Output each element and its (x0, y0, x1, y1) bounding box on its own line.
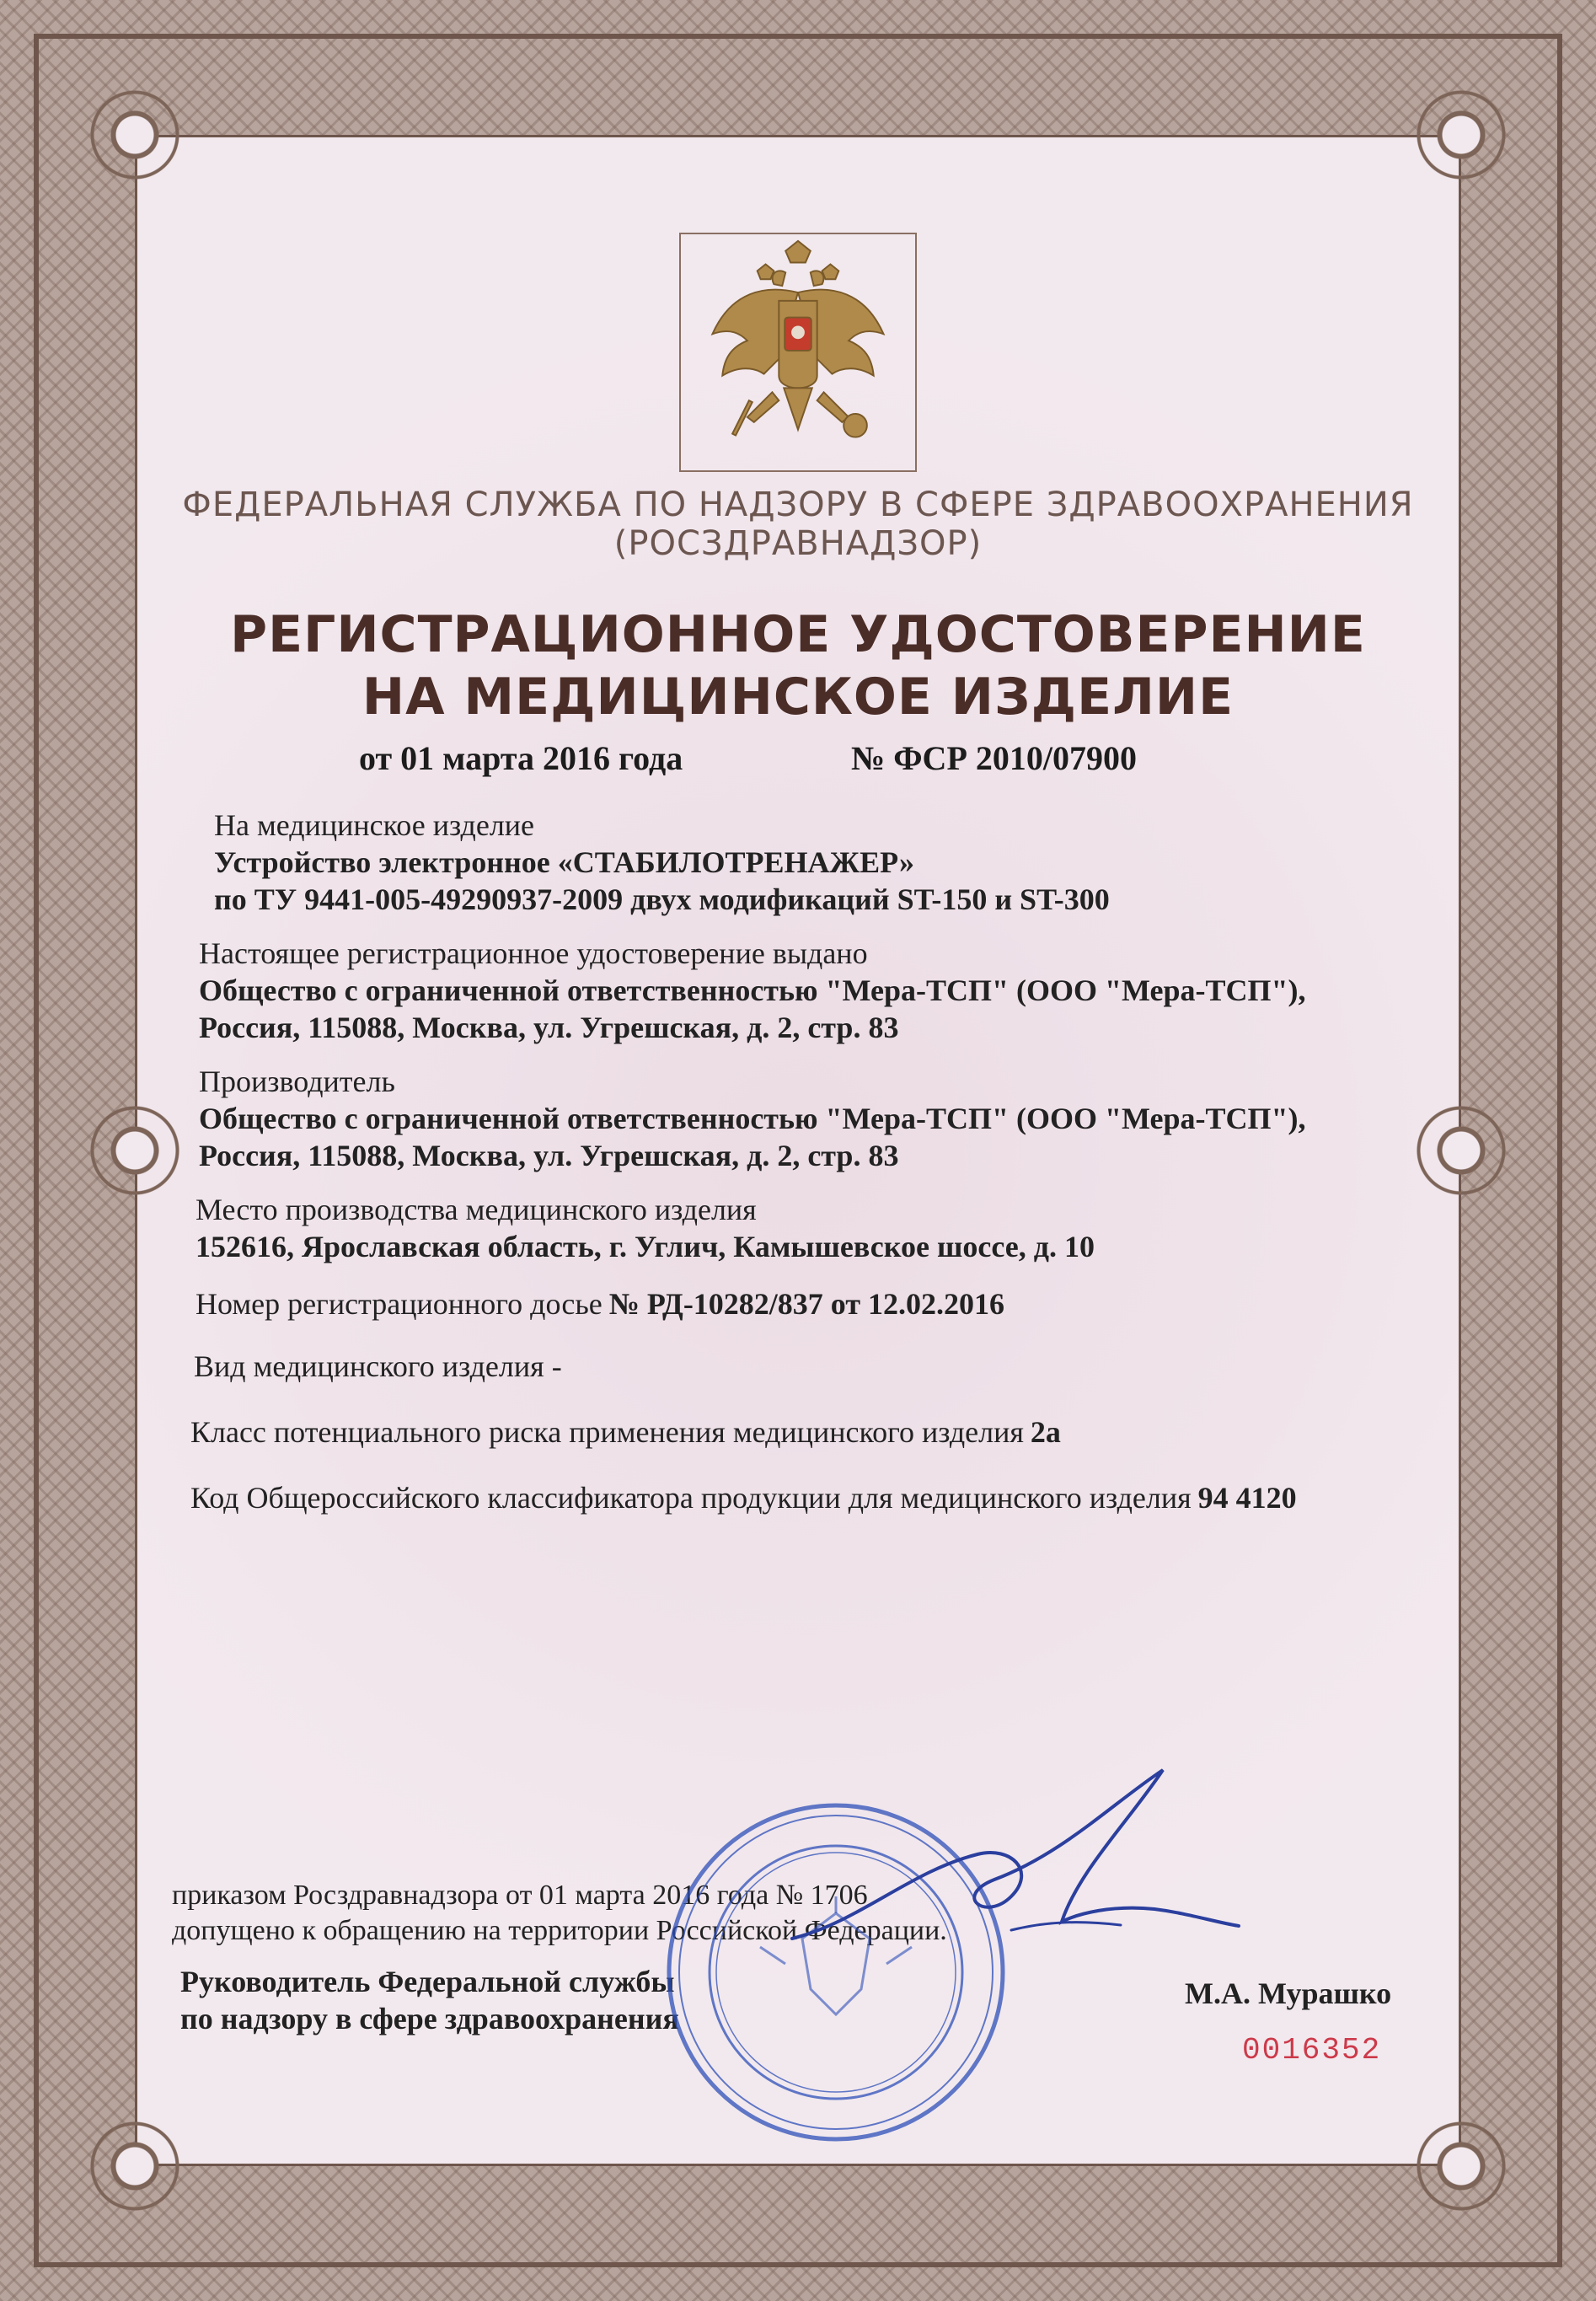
signatory-name: М.А. Мурашко (1185, 1976, 1392, 2010)
admission-line: допущено к обращению на территории Российской Федерации. (172, 1915, 947, 1946)
issued-to-address: Россия, 115088, Москва, ул. Угрешская, д. 2, стр. 83 (199, 1011, 899, 1044)
corner-ornament (76, 76, 194, 194)
corner-ornament (76, 2107, 194, 2225)
risk-class-label: Класс потенциального риска применения медицинского изделия (190, 1415, 1024, 1449)
device-label: На медицинское изделие (214, 808, 535, 842)
side-ornament (1402, 1092, 1520, 1210)
manufacturer-company: Общество с ограниченной ответственностью "Мера-ТСП" (ООО "Мера-ТСП"), (199, 1102, 1306, 1135)
corner-ornament (1402, 76, 1520, 194)
side-ornament (76, 1092, 194, 1210)
manufacturer-label: Производитель (199, 1065, 395, 1098)
agency-abbreviation: (РОСЗДРАВНАДЗОР) (613, 524, 983, 563)
device-spec: по ТУ 9441-005-49290937-2009 двух модификаций ST-150 и ST-300 (214, 882, 1110, 916)
dossier-number: № РД-10282/837 от 12.02.2016 (608, 1287, 1005, 1321)
order-line: приказом Росздравнадзора от 01 марта 2016 года № 1706 (172, 1880, 868, 1911)
handwritten-signature (758, 1753, 1264, 1989)
issue-date: от 01 марта 2016 года (359, 739, 683, 777)
okp-code-row (190, 1480, 1297, 1515)
signatory-title-2: по надзору в сфере здравоохранения (180, 2002, 679, 2036)
issued-to-company: Общество с ограниченной ответственностью "Мера-ТСП" (ООО "Мера-ТСП"), (199, 974, 1306, 1007)
risk-class-value: 2а (1030, 1415, 1061, 1449)
double-headed-eagle-icon (681, 234, 915, 470)
manufacturer-address: Россия, 115088, Москва, ул. Угрешская, д. 2, стр. 83 (199, 1139, 899, 1172)
dossier-label: Номер регистрационного досье (195, 1287, 603, 1321)
document-title: РЕГИСТРАЦИОННОЕ УДОСТОВЕРЕНИЕ (230, 605, 1366, 664)
device-name: Устройство электронное «СТАБИЛОТРЕНАЖЕР» (214, 845, 915, 879)
okp-code-value: 94 4120 (1197, 1481, 1297, 1515)
certificate-number: № ФСР 2010/07900 (851, 739, 1137, 777)
production-site-label: Место производства медицинского изделия (195, 1193, 757, 1226)
serial-number: 0016352 (1242, 2033, 1382, 2068)
corner-ornament (1402, 2107, 1520, 2225)
dossier-row (195, 1286, 1004, 1322)
issued-to-label: Настоящее регистрационное удостоверение выдано (199, 936, 868, 970)
okp-code-label: Код Общероссийского классификатора продукции для медицинского изделия (190, 1481, 1192, 1515)
production-site-address: 152616, Ярославская область, г. Углич, Камышевское шоссе, д. 10 (195, 1230, 1095, 1263)
risk-class-row (190, 1414, 1061, 1450)
signatory-title: Руководитель Федеральной службы (180, 1965, 675, 1998)
coat-of-arms-emblem (679, 233, 917, 472)
agency-name: ФЕДЕРАЛЬНАЯ СЛУЖБА ПО НАДЗОРУ В СФЕРЕ ЗДРАВООХРАНЕНИЯ (182, 485, 1414, 524)
document-subtitle: НА МЕДИЦИНСКОЕ ИЗДЕЛИЕ (362, 668, 1234, 727)
device-type-label: Вид медицинского изделия - (194, 1349, 562, 1383)
